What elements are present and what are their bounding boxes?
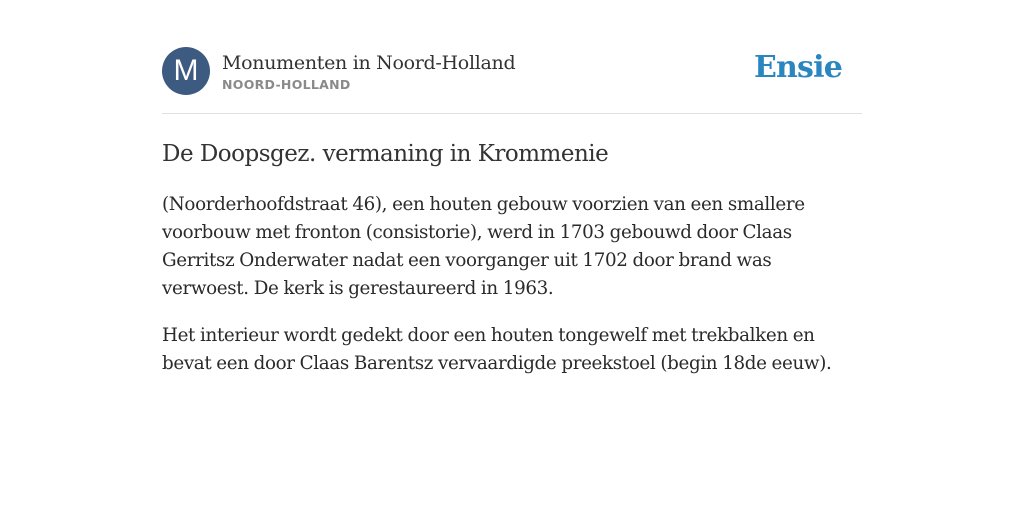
header-divider [162,113,862,114]
article-paragraph-2: Het interieur wordt gedekt door een houten tongewelf met trekbalken en bevat een door Claas Barentsz vervaardigde preekstoel (begin 18de eeuw). [162,325,832,374]
source-subtitle: NOORD-HOLLAND [222,76,351,92]
source-info [222,51,515,92]
source-avatar[interactable]: M [162,47,210,95]
page-container [162,46,862,378]
article-paragraph-1: (Noorderhoofdstraat 46), een houten gebouw voorzien van een smallere voorbouw met fronton (consistorie), werd in 1703 gebouwd door Claas Gerritsz Onderwater nadat een voorganger uit 1702 door brand was verwoest. De kerk is gerestaureerd in 1963. [162,194,805,299]
article-title: De Doopsgez. vermaning in Krommenie [162,141,609,167]
brand-logo[interactable]: Ensie [753,50,842,85]
source-header [162,46,862,96]
source-title-link[interactable]: Monumenten in Noord-Holland [222,51,516,74]
